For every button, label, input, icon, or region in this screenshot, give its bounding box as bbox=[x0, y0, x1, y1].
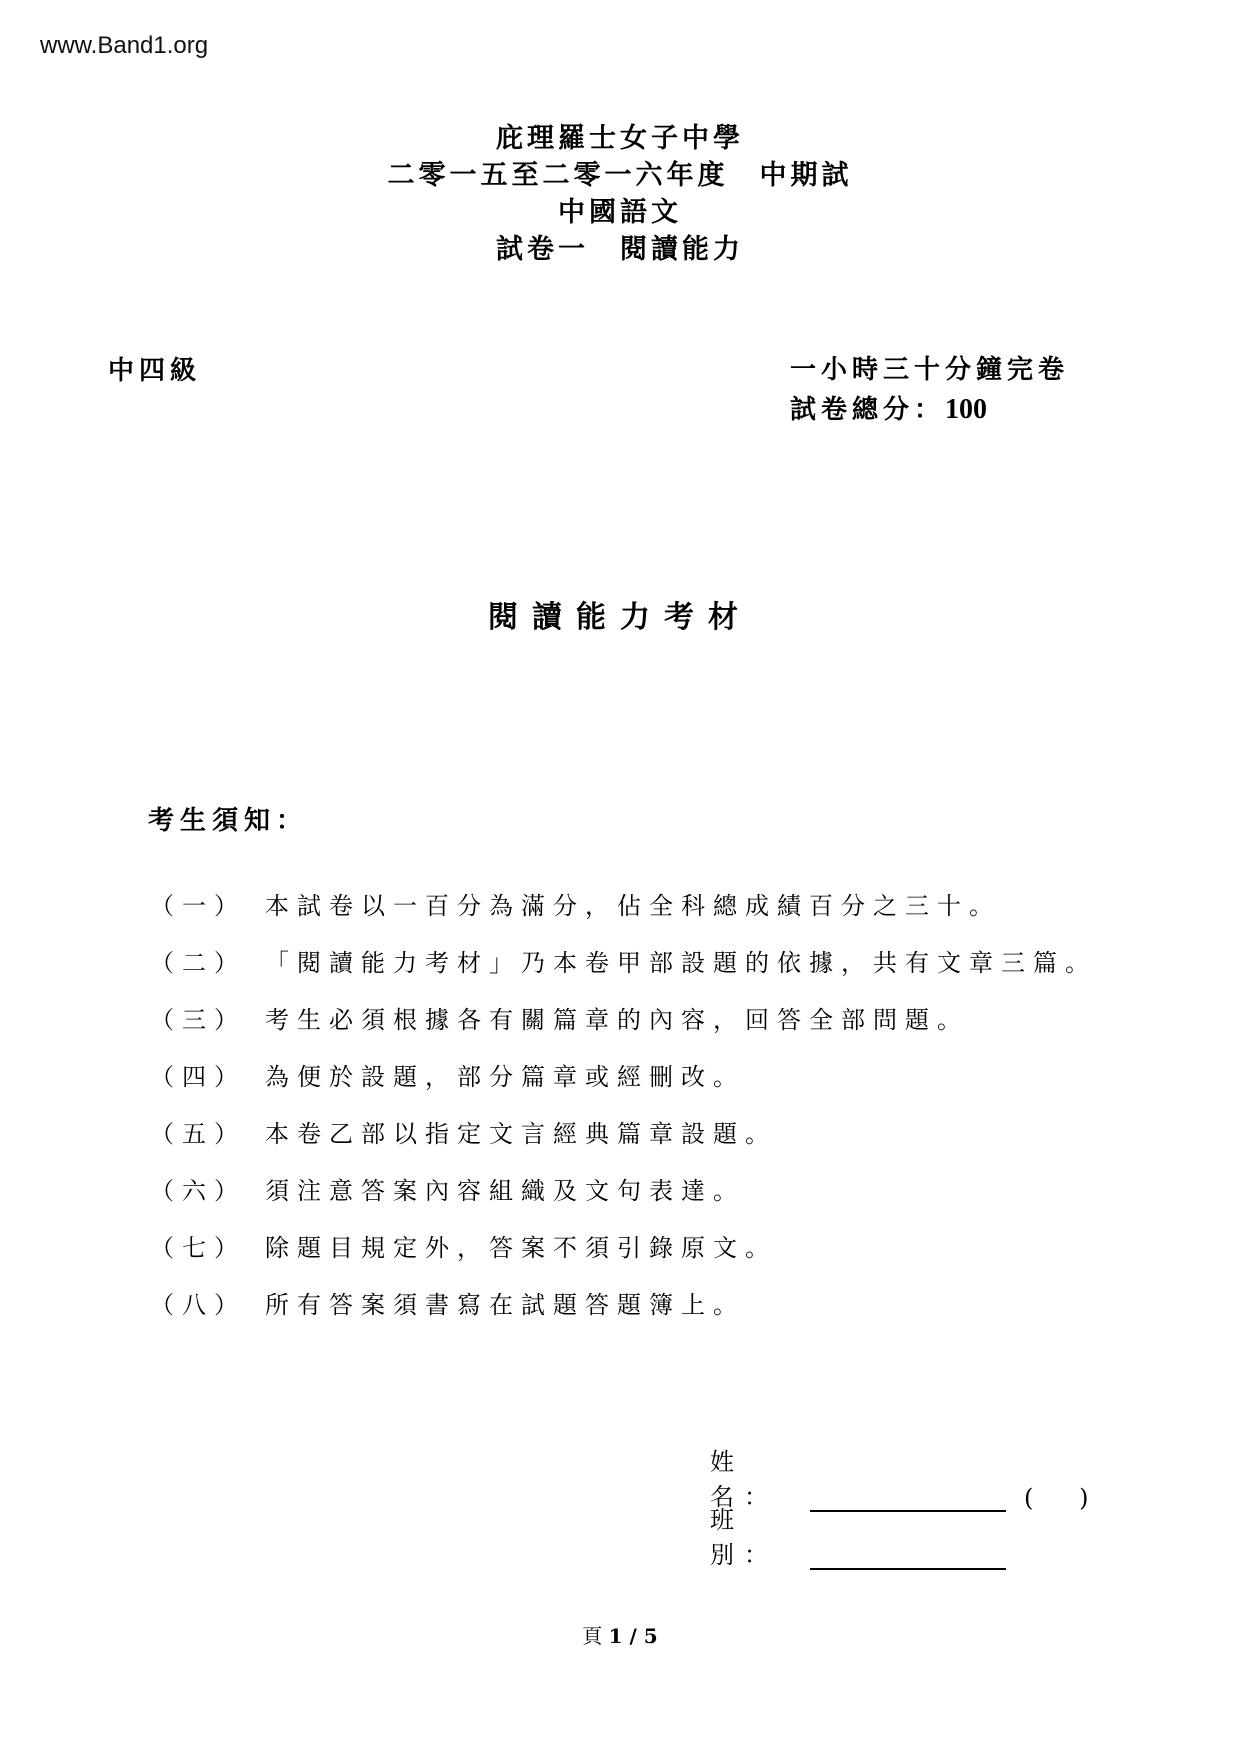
instruction-item bbox=[150, 1160, 1097, 1217]
instructions-list bbox=[150, 875, 1097, 1331]
subject-title: 中國語文 bbox=[558, 197, 682, 228]
exam-year-line: 二零一五至二零一六年度 中期試 bbox=[387, 160, 853, 191]
class-number-parens[interactable]: ( ) bbox=[1024, 1484, 1089, 1512]
instruction-text: 「閱讀能力考材」乃本卷甲部設題的依據，共有文章三篇。 bbox=[265, 949, 1097, 977]
class-field-row bbox=[710, 1500, 1006, 1570]
instruction-text: 本試卷以一百分為滿分，佔全科總成績百分之三十。 bbox=[265, 892, 1001, 920]
instruction-number: （一） bbox=[150, 892, 246, 920]
instruction-number: （三） bbox=[150, 1006, 246, 1034]
instruction-text: 本卷乙部以指定文言經典篇章設題。 bbox=[265, 1120, 777, 1148]
instruction-text: 除題目規定外，答案不須引錄原文。 bbox=[265, 1234, 777, 1262]
class-label: 班別： bbox=[710, 1506, 778, 1569]
total-score-label: 試卷總分： bbox=[790, 395, 946, 425]
duration-text: 一小時三十分鐘完卷 bbox=[790, 355, 1070, 385]
instruction-item bbox=[150, 875, 1097, 932]
exam-info bbox=[790, 350, 1069, 430]
name-label: 姓名： bbox=[710, 1448, 778, 1511]
instruction-text: 考生必須根據各有關篇章的內容，回答全部問題。 bbox=[265, 1006, 969, 1034]
watermark-url: www.Band1.org bbox=[40, 32, 209, 59]
instruction-item bbox=[150, 989, 1097, 1046]
paper-title: 試卷一 閱讀能力 bbox=[496, 234, 744, 265]
instruction-number: （六） bbox=[150, 1177, 246, 1205]
class-input-line[interactable] bbox=[810, 1540, 1006, 1570]
page-footer bbox=[0, 1620, 1240, 1649]
material-title: 閱讀能力考材 bbox=[488, 600, 752, 635]
exam-header bbox=[0, 120, 1240, 268]
instruction-number: （二） bbox=[150, 949, 246, 977]
total-score bbox=[790, 390, 1069, 430]
instruction-number: （八） bbox=[150, 1291, 246, 1319]
instruction-text: 所有答案須書寫在試題答題簿上。 bbox=[265, 1291, 745, 1319]
total-score-value: 100 bbox=[945, 394, 988, 425]
instruction-number: （七） bbox=[150, 1234, 246, 1262]
instruction-item bbox=[150, 1046, 1097, 1103]
grade-label: 中四級 bbox=[108, 356, 202, 386]
school-name: 庇理羅士女子中學 bbox=[496, 123, 744, 154]
instruction-item bbox=[150, 1274, 1097, 1331]
page-number: 1 / 5 bbox=[608, 1624, 658, 1648]
instruction-number: （五） bbox=[150, 1120, 246, 1148]
instruction-number: （四） bbox=[150, 1063, 246, 1091]
instruction-item bbox=[150, 932, 1097, 989]
instruction-item bbox=[150, 1103, 1097, 1160]
instruction-text: 須注意答案內容組織及文句表達。 bbox=[265, 1177, 745, 1205]
instruction-item bbox=[150, 1217, 1097, 1274]
notice-heading: 考生須知： bbox=[148, 806, 309, 836]
page-label: 頁 bbox=[582, 1624, 603, 1648]
instruction-text: 為便於設題，部分篇章或經刪改。 bbox=[265, 1063, 745, 1091]
